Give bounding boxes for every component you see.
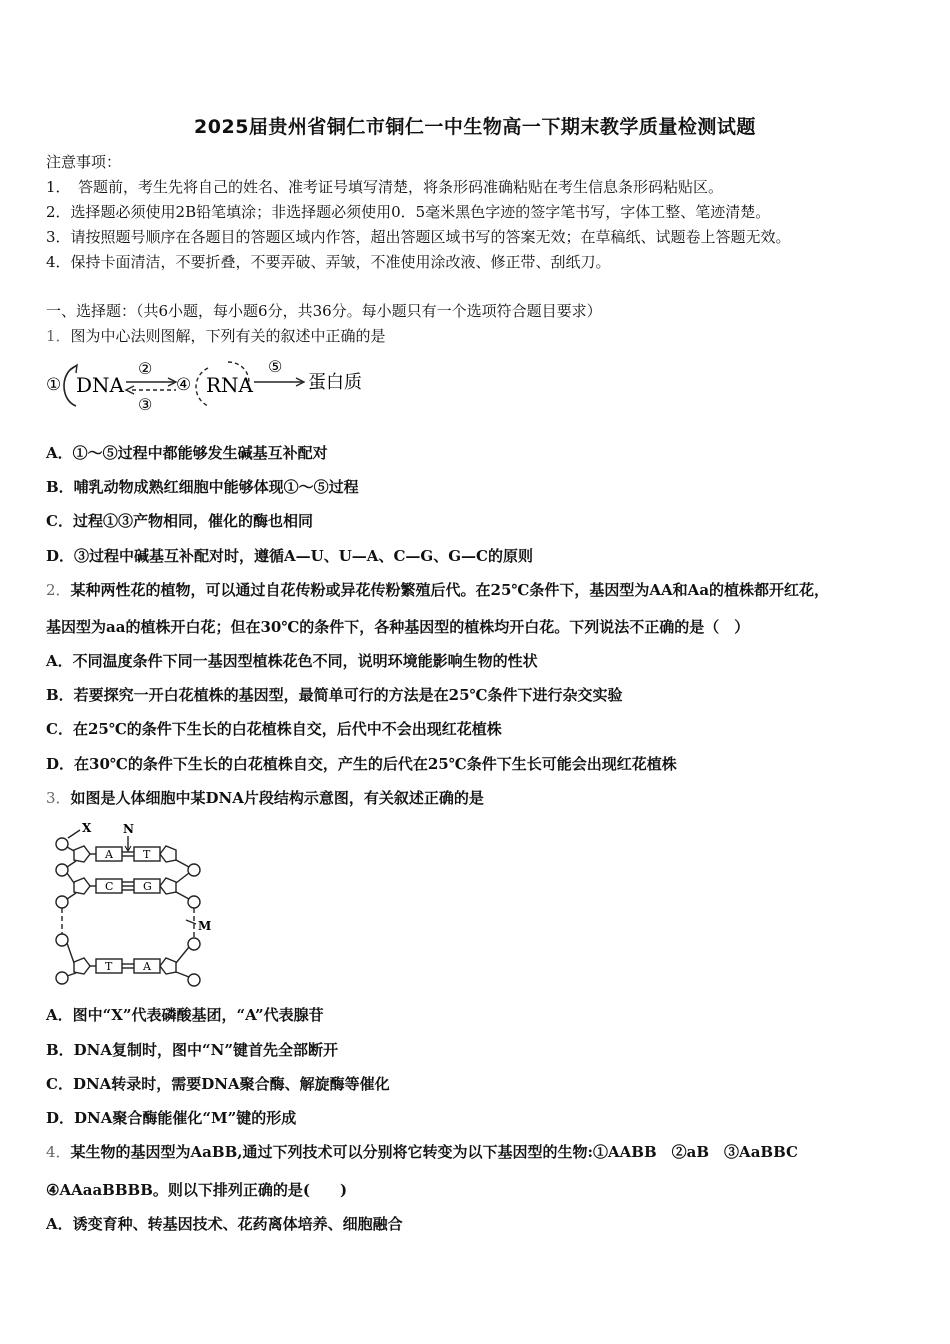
phosphate-circle	[188, 896, 200, 908]
question-4-continued: ④AAaaBBBB。则以下排列正确的是( )	[46, 1181, 348, 1199]
deoxyribose-pentagon	[74, 958, 90, 974]
notice-heading: 注意事项：	[46, 153, 122, 171]
q2-option-b: B．若要探究一开白花植株的基因型，最简单可行的方法是在25℃条件下进行杂交实验	[46, 686, 623, 704]
question-number: 1．	[46, 327, 71, 345]
q2-option-d: D．在30℃的条件下生长的白花植株自交，产生的后代在25℃条件下生长可能会出现红花植株	[46, 755, 677, 773]
question-text: 图为中心法则图解，下列有关的叙述中正确的是	[70, 327, 386, 345]
deoxyribose-pentagon	[74, 878, 90, 894]
question-1	[46, 326, 386, 346]
protein-label: 蛋白质	[308, 372, 362, 393]
q3-option-a: A．图中“X”代表磷酸基团，“A”代表腺苷	[46, 1006, 324, 1024]
central-dogma-diagram	[46, 354, 376, 414]
phosphate-circle	[56, 864, 68, 876]
label-x: X	[82, 821, 92, 835]
process-3-label: ③	[138, 395, 153, 414]
notice-item: 4．保持卡面清洁，不要折叠，不要弄破、弄皱，不准使用涂改液、修正带、刮纸刀。	[46, 253, 611, 271]
phosphate-circle	[188, 974, 200, 986]
phosphate-circle	[188, 864, 200, 876]
dna-structure-diagram	[46, 820, 216, 990]
question-text: 某生物的基因型为AaBB,通过下列技术可以分别将它转变为以下基因型的生物:①AABB ②aB ③AaBBC	[70, 1143, 798, 1161]
notice-item: 1． 答题前，考生先将自己的姓名、准考证号填写清楚，将条形码准确粘贴在考生信息条形码粘贴区。	[46, 178, 724, 196]
page-title: 2025届贵州省铜仁市铜仁一中生物高一下期末教学质量检测试题	[194, 116, 756, 138]
q1-option-c: C．过程①③产物相同，催化的酶也相同	[46, 512, 313, 530]
process-5-label: ⑤	[268, 357, 283, 376]
q4-option-a: A．诱变育种、转基因技术、花药离体培养、细胞融合	[46, 1215, 403, 1233]
phosphate-circle	[56, 838, 68, 850]
notice-item: 3．请按照题号顺序在各题目的答题区域内作答，超出答题区域书写的答案无效；在草稿纸、试题卷上答题无效。	[46, 228, 791, 246]
base-label: A	[105, 848, 113, 861]
base-label: T	[143, 848, 151, 861]
phosphate-circle	[56, 896, 68, 908]
q2-option-c: C．在25℃的条件下生长的白花植株自交，后代中不会出现红花植株	[46, 720, 502, 738]
phosphate-circle	[56, 934, 68, 946]
deoxyribose-pentagon	[160, 878, 176, 894]
base-label: G	[143, 880, 152, 893]
deoxyribose-pentagon	[160, 846, 176, 862]
question-2-continued: 基因型为aa的植株开白花；但在30℃的条件下，各种基因型的植株均开白花。下列说法不正确的是（ ）	[46, 618, 750, 636]
question-number: 2．	[46, 581, 71, 599]
question-4	[46, 1142, 798, 1162]
arrow-head	[70, 365, 77, 373]
question-text: 如图是人体细胞中某DNA片段结构示意图，有关叙述正确的是	[70, 789, 484, 807]
base-label: T	[105, 960, 113, 973]
process-1-label: ①	[46, 375, 62, 395]
section-heading: 一、选择题：（共6小题，每小题6分，共36分。每小题只有一个选项符合题目要求）	[46, 302, 602, 320]
label-n: N	[123, 822, 134, 836]
deoxyribose-pentagon	[160, 958, 176, 974]
question-text: 某种两性花的植物，可以通过自花传粉或异花传粉繁殖后代。在25℃条件下，基因型为AA和Aa的植株都开红花，	[70, 581, 830, 599]
q1-option-a: A．①～⑤过程中都能够发生碱基互补配对	[46, 444, 328, 462]
dna-label: DNA	[76, 373, 124, 397]
q3-option-b: B．DNA复制时，图中“N”键首先全部断开	[46, 1041, 339, 1059]
question-number: 3．	[46, 789, 71, 807]
deoxyribose-pentagon	[74, 846, 90, 862]
process-2-label: ②	[138, 359, 153, 378]
q3-option-d: D．DNA聚合酶能催化“M”键的形成	[46, 1109, 297, 1127]
phosphate-circle	[56, 972, 68, 984]
question-number: 4．	[46, 1143, 71, 1161]
q3-option-c: C．DNA转录时，需要DNA聚合酶、解旋酶等催化	[46, 1075, 390, 1093]
q2-option-a: A．不同温度条件下同一基因型植株花色不同，说明环境能影响生物的性状	[46, 652, 538, 670]
q1-option-d: D．③过程中碱基互补配对时，遵循A—U、U—A、C—G、G—C的原则	[46, 547, 533, 565]
notice-item: 2．选择题必须使用2B铅笔填涂；非选择题必须使用0．5毫米黑色字迹的签字笔书写，字体工整、笔迹清楚。	[46, 203, 771, 221]
rna-label: RNA	[206, 373, 254, 397]
phosphate-circle	[188, 938, 200, 950]
label-m: M	[198, 919, 212, 933]
base-label: A	[143, 960, 151, 973]
process-4-label: ④	[176, 375, 192, 395]
base-label: C	[105, 880, 114, 893]
question-3	[46, 788, 484, 808]
replication-loop	[64, 366, 76, 406]
q1-option-b: B．哺乳动物成熟红细胞中能够体现①～⑤过程	[46, 478, 359, 496]
question-2	[46, 580, 829, 600]
